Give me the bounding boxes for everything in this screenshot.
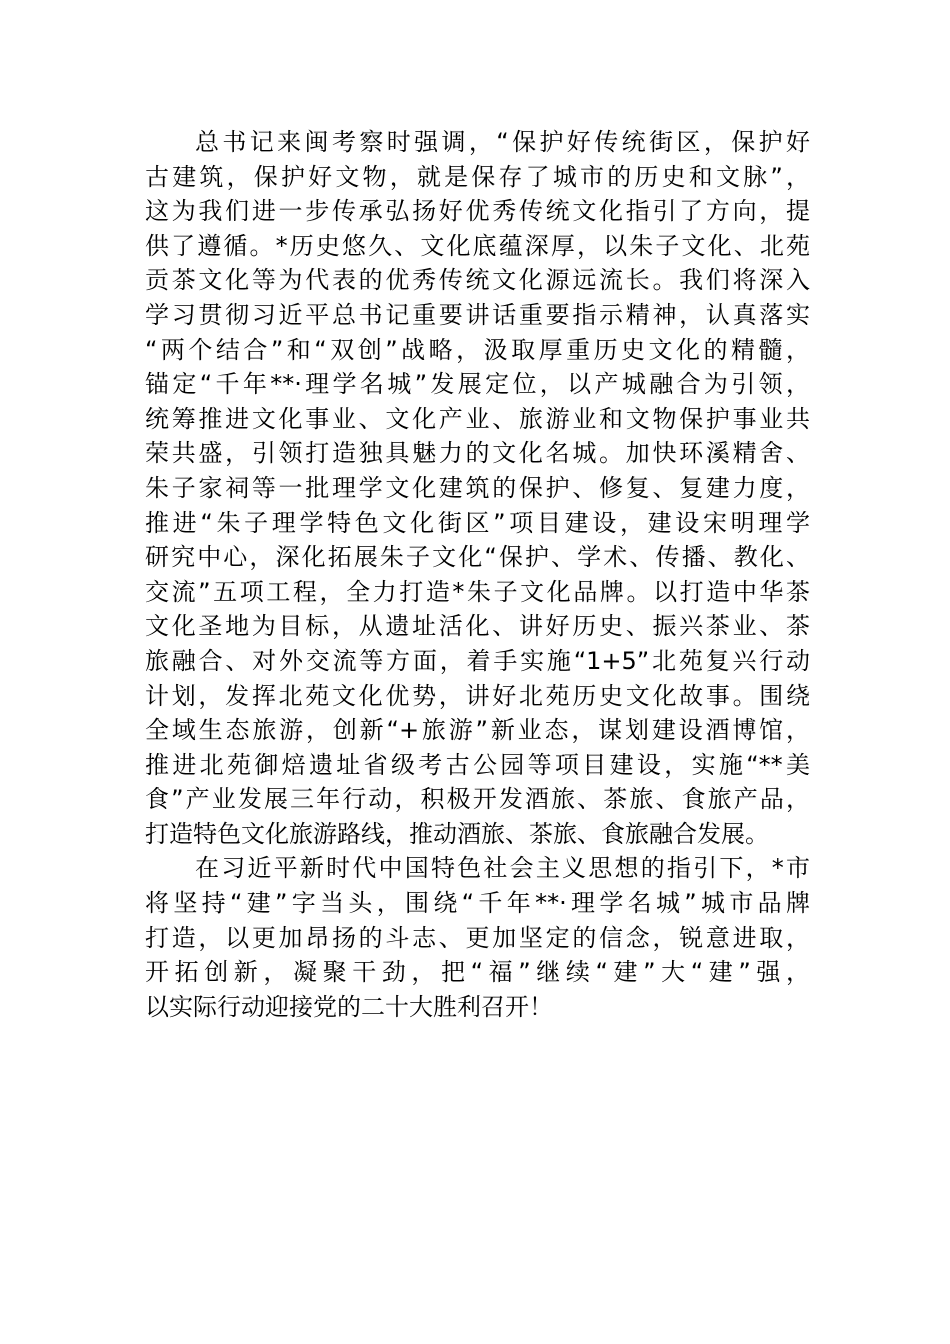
text-line: 全域生态旅游，创新“+旅游”新业态，谋划建设酒博馆， bbox=[145, 716, 810, 745]
paragraph-1 bbox=[145, 125, 810, 851]
text-line: 总书记来闽考察时强调，“保护好传统街区，保护好 bbox=[195, 128, 810, 156]
text-line: 研究中心，深化拓展朱子文化“保护、学术、传播、教化、 bbox=[145, 543, 810, 572]
text-line: 计划，发挥北苑文化优势，讲好北苑历史文化故事。围绕 bbox=[145, 681, 810, 710]
document-body bbox=[145, 125, 810, 1024]
text-line: 推进“朱子理学特色文化街区”项目建设，建设宋明理学 bbox=[145, 508, 810, 537]
text-line: 朱子家祠等一批理学文化建筑的保护、修复、复建力度， bbox=[145, 473, 810, 502]
text-line: 开拓创新，凝聚干劲，把“福”继续“建”大“建”强， bbox=[145, 958, 810, 987]
text-line: 这为我们进一步传承弘扬好优秀传统文化指引了方向，提 bbox=[145, 197, 810, 226]
text-line: 贡茶文化等为代表的优秀传统文化源远流长。我们将深入 bbox=[145, 266, 810, 295]
text-line: 荣共盛，引领打造独具魅力的文化名城。加快环溪精舍、 bbox=[145, 439, 810, 468]
text-line: 在习近平新时代中国特色社会主义思想的指引下，*市 bbox=[195, 854, 810, 883]
text-line: 统筹推进文化事业、文化产业、旅游业和文物保护事业共 bbox=[145, 404, 810, 433]
text-line: 以实际行动迎接党的二十大胜利召开！ bbox=[145, 992, 553, 1021]
text-line: 文化圣地为目标，从遗址活化、讲好历史、振兴茶业、茶 bbox=[145, 612, 810, 641]
text-line: 学习贯彻习近平总书记重要讲话重要指示精神，认真落实 bbox=[145, 300, 810, 329]
text-line: 将坚持“建”字当头，围绕“千年**·理学名城”城市品牌 bbox=[145, 889, 810, 918]
text-line: 推进北苑御焙遗址省级考古公园等项目建设，实施“**美 bbox=[145, 750, 810, 779]
text-line: 食”产业发展三年行动，积极开发酒旅、茶旅、食旅产品， bbox=[145, 785, 810, 814]
text-line: 古建筑，保护好文物，就是保存了城市的历史和文脉”， bbox=[145, 162, 810, 191]
text-line: 旅融合、对外交流等方面，着手实施“1+5”北苑复兴行动 bbox=[145, 646, 810, 675]
text-line: “两个结合”和“双创”战略，汲取厚重历史文化的精髓， bbox=[145, 335, 810, 364]
text-line: 交流”五项工程，全力打造*朱子文化品牌。以打造中华茶 bbox=[145, 577, 810, 606]
text-line: 供了遵循。*历史悠久、文化底蕴深厚，以朱子文化、北苑 bbox=[145, 231, 810, 260]
text-line: 打造特色文化旅游路线，推动酒旅、茶旅、食旅融合发展。 bbox=[145, 819, 769, 848]
paragraph-2 bbox=[145, 851, 810, 1024]
text-line: 锚定“千年**·理学名城”发展定位，以产城融合为引领， bbox=[145, 370, 810, 399]
text-line: 打造，以更加昂扬的斗志、更加坚定的信念，锐意进取， bbox=[145, 923, 810, 952]
